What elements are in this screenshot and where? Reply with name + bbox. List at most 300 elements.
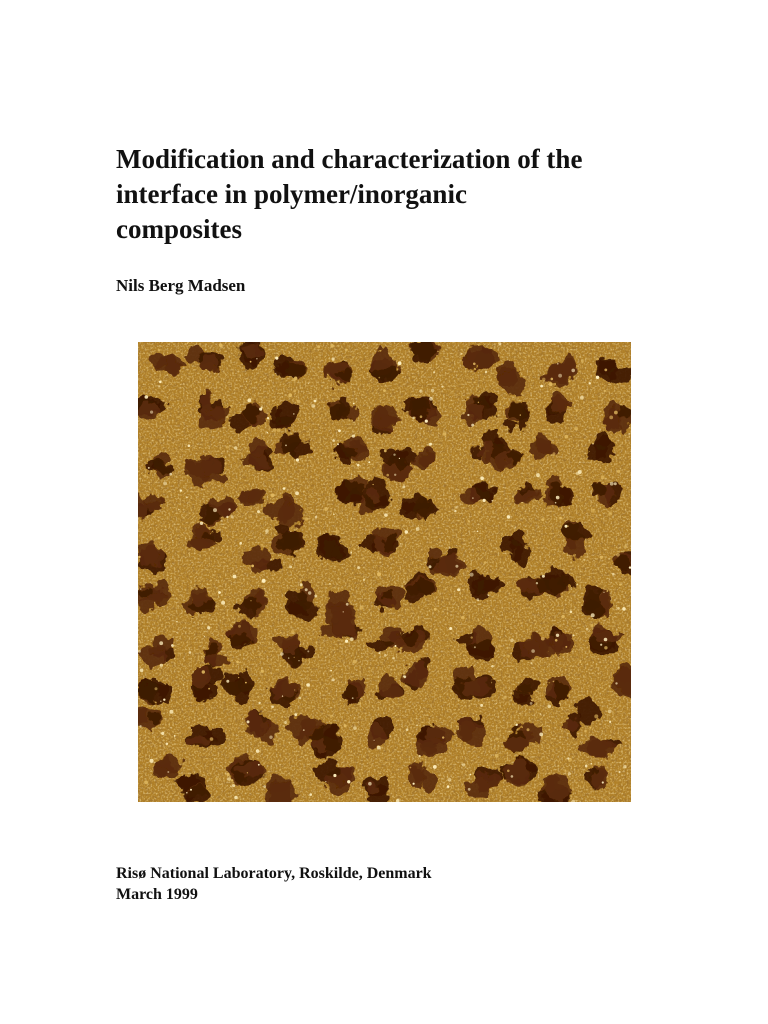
surface-speck xyxy=(402,485,405,488)
surface-speck xyxy=(293,389,296,392)
surface-speck xyxy=(461,616,465,620)
surface-speck xyxy=(395,583,397,585)
surface-speck xyxy=(238,677,239,678)
surface-speck xyxy=(619,583,621,585)
surface-speck xyxy=(368,782,372,786)
surface-speck xyxy=(250,361,252,363)
surface-speck xyxy=(524,599,525,600)
surface-speck xyxy=(623,765,626,768)
surface-speck xyxy=(507,770,510,773)
surface-speck xyxy=(357,566,360,569)
surface-speck xyxy=(555,502,557,504)
imprint xyxy=(116,863,432,905)
surface-speck xyxy=(604,646,607,649)
surface-speck xyxy=(420,415,423,418)
surface-speck xyxy=(338,429,341,432)
title-line-3: composites xyxy=(116,214,242,244)
surface-speck xyxy=(166,743,169,746)
surface-speck xyxy=(448,778,452,782)
surface-speck xyxy=(602,781,604,783)
surface-speck xyxy=(591,613,595,617)
surface-speck xyxy=(297,400,301,404)
surface-speck xyxy=(330,670,332,672)
surface-speck xyxy=(155,687,158,690)
surface-speck xyxy=(478,511,480,513)
surface-speck xyxy=(314,400,317,403)
surface-speck xyxy=(535,623,537,625)
surface-speck xyxy=(576,666,577,667)
surface-speck xyxy=(138,556,140,558)
surface-speck xyxy=(167,771,169,773)
surface-speck xyxy=(202,612,204,614)
surface-speck xyxy=(294,377,297,380)
institution: Risø National Laboratory, Roskilde, Denmark xyxy=(116,865,432,882)
surface-speck xyxy=(204,716,206,718)
surface-speck xyxy=(330,344,334,348)
surface-speck xyxy=(429,565,432,568)
surface-speck xyxy=(457,588,460,591)
surface-speck xyxy=(540,385,543,388)
surface-speck xyxy=(282,696,283,697)
surface-speck xyxy=(353,403,355,405)
surface-speck xyxy=(421,428,422,429)
surface-speck xyxy=(507,515,511,519)
surface-speck xyxy=(531,649,535,653)
surface-speck xyxy=(390,735,391,736)
surface-speck xyxy=(158,537,160,539)
surface-speck xyxy=(144,780,148,784)
surface-speck xyxy=(580,396,584,400)
surface-speck xyxy=(592,443,594,445)
surface-speck xyxy=(144,475,146,477)
surface-speck xyxy=(493,747,495,749)
surface-speck xyxy=(215,778,218,781)
surface-speck xyxy=(532,409,534,411)
surface-speck xyxy=(555,639,558,642)
surface-speck xyxy=(258,702,260,704)
surface-speck xyxy=(624,545,627,548)
surface-speck xyxy=(609,721,611,723)
surface-speck xyxy=(333,774,336,777)
surface-speck xyxy=(419,390,422,393)
surface-speck xyxy=(538,596,539,597)
surface-speck xyxy=(330,387,332,389)
surface-speck xyxy=(163,439,165,441)
surface-speck xyxy=(616,553,620,557)
surface-speck xyxy=(230,786,232,788)
surface-speck xyxy=(325,781,326,782)
surface-speck xyxy=(480,476,484,480)
surface-speck xyxy=(553,681,555,683)
surface-speck xyxy=(207,626,210,629)
surface-speck xyxy=(346,603,349,606)
surface-speck xyxy=(455,565,458,568)
surface-speck xyxy=(159,641,163,645)
surface-speck xyxy=(288,394,292,398)
surface-speck xyxy=(465,469,467,471)
surface-speck xyxy=(568,380,570,382)
dark-domain xyxy=(275,357,307,380)
surface-speck xyxy=(258,764,260,766)
surface-speck xyxy=(559,702,561,704)
surface-speck xyxy=(365,634,367,636)
surface-speck xyxy=(309,793,312,796)
surface-speck xyxy=(540,713,542,715)
surface-speck xyxy=(442,736,444,738)
surface-speck xyxy=(530,702,533,705)
surface-speck xyxy=(447,785,450,788)
surface-speck xyxy=(617,470,620,473)
surface-speck xyxy=(315,516,318,519)
surface-speck xyxy=(629,427,630,428)
surface-speck xyxy=(228,777,231,780)
surface-speck xyxy=(372,765,373,766)
surface-speck xyxy=(163,699,165,701)
document-title xyxy=(116,142,676,247)
surface-speck xyxy=(564,770,566,772)
surface-speck xyxy=(619,771,621,773)
surface-speck xyxy=(169,473,172,476)
surface-speck xyxy=(511,775,514,778)
surface-speck xyxy=(225,462,227,464)
surface-speck xyxy=(467,414,469,416)
surface-speck xyxy=(186,497,188,499)
surface-speck xyxy=(337,443,339,445)
surface-speck xyxy=(195,587,198,590)
afm-micrograph-image xyxy=(138,342,631,802)
surface-speck xyxy=(297,476,299,478)
surface-speck xyxy=(578,470,582,474)
surface-speck xyxy=(551,378,554,381)
surface-speck xyxy=(465,660,467,662)
surface-speck xyxy=(556,496,560,500)
surface-speck xyxy=(172,451,173,452)
surface-speck xyxy=(542,575,545,578)
surface-speck xyxy=(271,493,275,497)
surface-speck xyxy=(584,729,587,732)
surface-speck xyxy=(431,759,433,761)
surface-speck xyxy=(539,733,543,737)
surface-speck xyxy=(395,645,397,647)
surface-speck xyxy=(604,369,607,372)
surface-speck xyxy=(271,706,274,709)
surface-speck xyxy=(586,628,589,631)
surface-speck xyxy=(488,594,490,596)
surface-speck xyxy=(503,696,506,699)
surface-speck xyxy=(261,670,264,673)
surface-speck xyxy=(314,595,317,598)
surface-speck xyxy=(374,740,375,741)
surface-speck xyxy=(165,737,167,739)
surface-speck xyxy=(441,386,443,388)
surface-speck xyxy=(384,450,387,453)
surface-speck xyxy=(403,675,405,677)
surface-speck xyxy=(263,785,266,788)
surface-speck xyxy=(219,693,221,695)
surface-speck xyxy=(319,417,321,419)
surface-speck xyxy=(332,357,335,360)
surface-speck xyxy=(308,591,311,594)
surface-speck xyxy=(176,632,178,634)
surface-speck xyxy=(189,651,192,654)
surface-speck xyxy=(393,454,395,456)
surface-speck xyxy=(353,548,355,550)
title-line-2: interface in polymer/inorganic xyxy=(116,179,467,209)
surface-speck xyxy=(360,606,364,610)
surface-speck xyxy=(277,429,280,432)
surface-speck xyxy=(477,531,479,533)
surface-speck xyxy=(350,552,352,554)
surface-speck xyxy=(565,646,567,648)
surface-speck xyxy=(528,355,530,357)
surface-speck xyxy=(567,525,569,527)
surface-speck xyxy=(291,630,294,633)
surface-speck xyxy=(541,518,544,521)
surface-speck xyxy=(378,433,380,435)
surface-speck xyxy=(247,772,248,773)
surface-speck xyxy=(468,520,470,522)
surface-speck xyxy=(270,559,271,560)
surface-speck xyxy=(210,737,214,741)
surface-speck xyxy=(377,557,378,558)
surface-speck xyxy=(332,439,335,442)
surface-speck xyxy=(190,789,192,791)
surface-speck xyxy=(462,763,465,766)
surface-speck xyxy=(520,414,521,415)
surface-speck xyxy=(464,560,465,561)
surface-speck xyxy=(343,611,344,612)
surface-speck xyxy=(251,565,254,568)
surface-speck xyxy=(233,575,237,579)
surface-speck xyxy=(499,589,501,591)
surface-speck xyxy=(536,582,538,584)
surface-speck xyxy=(200,522,203,525)
surface-speck xyxy=(300,583,303,586)
surface-speck xyxy=(455,506,457,508)
surface-speck xyxy=(622,607,626,611)
afm-micrograph-graphic xyxy=(138,342,631,802)
surface-speck xyxy=(230,405,232,407)
surface-speck xyxy=(589,382,591,384)
surface-speck xyxy=(628,433,630,435)
surface-speck xyxy=(257,510,260,513)
surface-speck xyxy=(498,645,501,648)
surface-speck xyxy=(351,474,353,476)
surface-speck xyxy=(305,588,308,591)
surface-speck xyxy=(547,705,551,709)
surface-speck xyxy=(298,660,299,661)
surface-speck xyxy=(169,710,173,714)
surface-speck xyxy=(394,474,396,476)
surface-speck xyxy=(258,654,260,656)
surface-speck xyxy=(352,435,355,438)
surface-speck xyxy=(317,345,320,348)
surface-speck xyxy=(347,780,350,783)
surface-speck xyxy=(510,639,514,643)
surface-speck xyxy=(492,500,493,501)
surface-speck xyxy=(247,720,250,723)
surface-speck xyxy=(166,665,168,667)
surface-speck xyxy=(454,510,456,512)
surface-speck xyxy=(256,749,260,753)
surface-speck xyxy=(275,357,278,360)
surface-speck xyxy=(614,599,615,600)
surface-speck xyxy=(176,621,178,623)
surface-speck xyxy=(470,573,474,577)
surface-speck xyxy=(369,670,371,672)
surface-speck xyxy=(280,652,283,655)
surface-speck xyxy=(246,513,248,515)
surface-speck xyxy=(267,432,268,433)
surface-speck xyxy=(536,473,540,477)
surface-speck xyxy=(604,638,608,642)
surface-speck xyxy=(449,547,450,548)
surface-speck xyxy=(280,665,282,667)
surface-speck xyxy=(377,572,381,576)
surface-speck xyxy=(262,579,266,583)
surface-speck xyxy=(265,529,269,533)
surface-speck xyxy=(470,774,472,776)
surface-speck xyxy=(238,625,241,628)
surface-speck xyxy=(288,657,289,658)
surface-speck xyxy=(201,656,203,658)
surface-speck xyxy=(412,613,414,615)
surface-speck xyxy=(324,507,328,511)
surface-speck xyxy=(480,704,483,707)
surface-speck xyxy=(186,792,188,794)
surface-speck xyxy=(406,728,409,731)
surface-speck xyxy=(557,363,559,365)
surface-speck xyxy=(437,351,439,353)
surface-speck xyxy=(612,573,615,576)
surface-speck xyxy=(256,358,258,360)
surface-speck xyxy=(234,446,237,449)
surface-speck xyxy=(596,358,599,361)
surface-speck xyxy=(419,755,421,757)
surface-speck xyxy=(275,373,276,374)
surface-speck xyxy=(202,670,205,673)
surface-speck xyxy=(231,779,233,781)
surface-speck xyxy=(568,772,571,775)
surface-speck xyxy=(576,584,578,586)
surface-speck xyxy=(484,561,487,564)
surface-speck xyxy=(246,381,248,383)
surface-speck xyxy=(160,664,163,667)
surface-speck xyxy=(600,644,602,646)
surface-speck xyxy=(591,509,595,513)
surface-speck xyxy=(269,736,272,739)
surface-speck xyxy=(202,623,203,624)
author-name: Nils Berg Madsen xyxy=(116,276,246,295)
surface-speck xyxy=(368,461,370,463)
surface-speck xyxy=(363,579,365,581)
surface-speck xyxy=(150,411,153,414)
surface-speck xyxy=(384,513,387,516)
surface-speck xyxy=(232,784,235,787)
surface-speck xyxy=(479,437,481,439)
surface-speck xyxy=(227,773,230,776)
surface-speck xyxy=(431,389,434,392)
surface-speck xyxy=(514,527,516,529)
surface-speck xyxy=(187,343,189,345)
surface-speck xyxy=(580,661,582,663)
surface-speck xyxy=(221,520,222,521)
surface-speck xyxy=(507,655,510,658)
surface-speck xyxy=(226,446,229,449)
publication-date: March 1999 xyxy=(116,886,198,903)
surface-speck xyxy=(416,527,420,531)
surface-speck xyxy=(453,634,454,635)
surface-speck xyxy=(531,662,533,664)
surface-speck xyxy=(294,657,295,658)
surface-speck xyxy=(294,689,295,690)
surface-speck xyxy=(408,631,410,633)
surface-speck xyxy=(305,517,309,521)
surface-speck xyxy=(172,540,173,541)
surface-speck xyxy=(307,650,309,652)
surface-speck xyxy=(601,475,605,479)
surface-speck xyxy=(399,458,400,459)
surface-speck xyxy=(567,757,569,759)
surface-speck xyxy=(239,542,242,545)
surface-speck xyxy=(478,402,479,403)
surface-speck xyxy=(174,735,176,737)
surface-speck xyxy=(608,710,612,714)
surface-speck xyxy=(614,411,618,415)
surface-speck xyxy=(330,715,333,718)
surface-speck xyxy=(345,640,348,643)
surface-speck xyxy=(250,600,251,601)
surface-speck xyxy=(565,435,569,439)
surface-speck xyxy=(333,514,335,516)
surface-speck xyxy=(311,404,315,408)
surface-speck xyxy=(416,725,418,727)
surface-speck xyxy=(574,427,578,431)
surface-speck xyxy=(221,601,225,605)
surface-speck xyxy=(429,397,433,401)
surface-speck xyxy=(336,530,340,534)
surface-speck xyxy=(520,622,522,624)
surface-speck xyxy=(178,509,179,510)
surface-speck xyxy=(516,724,518,726)
surface-speck xyxy=(570,611,573,614)
surface-speck xyxy=(150,759,154,763)
surface-speck xyxy=(495,754,499,758)
surface-speck xyxy=(495,737,498,740)
surface-speck xyxy=(496,703,498,705)
surface-speck xyxy=(485,371,487,373)
surface-speck xyxy=(352,697,354,699)
surface-speck xyxy=(273,428,277,432)
surface-speck xyxy=(329,583,331,585)
surface-speck xyxy=(561,615,564,618)
surface-speck xyxy=(296,458,299,461)
surface-speck xyxy=(280,632,282,634)
surface-speck xyxy=(433,371,435,373)
surface-speck xyxy=(234,796,238,800)
surface-speck xyxy=(160,701,162,703)
surface-speck xyxy=(159,381,162,384)
surface-speck xyxy=(180,489,182,491)
surface-speck xyxy=(344,724,347,727)
surface-speck xyxy=(140,588,142,590)
surface-speck xyxy=(476,598,479,601)
surface-speck xyxy=(573,634,575,636)
surface-speck xyxy=(353,726,357,730)
title-line-1: Modification and characterization of the xyxy=(116,144,583,174)
surface-speck xyxy=(275,733,277,735)
surface-speck xyxy=(294,713,297,716)
